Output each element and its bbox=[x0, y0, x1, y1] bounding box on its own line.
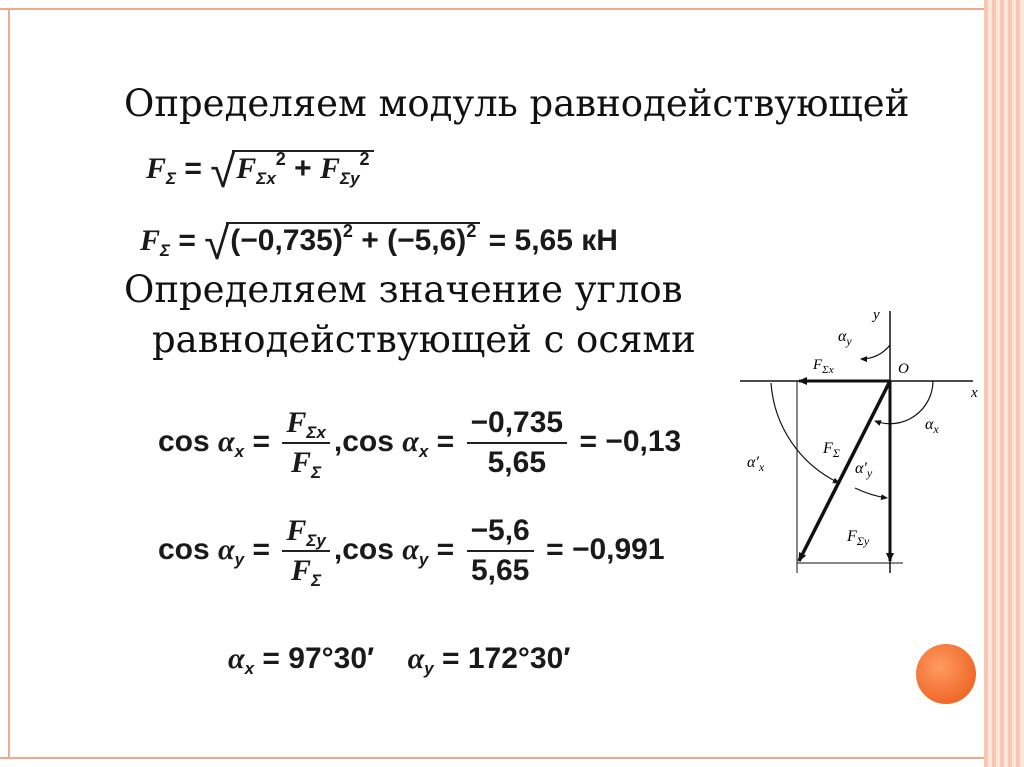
label-fsy: $F_{\Sigma y}$ bbox=[847, 528, 870, 548]
label-alpha-y-prime: $\alpha'_y$ bbox=[855, 460, 873, 480]
frame-left-line bbox=[8, 8, 10, 758]
formula-resultant-numeric: $F_\Sigma$ = √ $(-0,735)^2 + (-5,6)^2 = 5,65$ кН bbox=[140, 217, 618, 269]
arc-alpha-y bbox=[861, 345, 890, 359]
label-x-axis: x bbox=[971, 385, 978, 401]
force-resultant-vector bbox=[799, 381, 890, 561]
label-alpha-x: $\alpha_x$ bbox=[925, 416, 939, 436]
label-fsx: $F_{\Sigma x}$ bbox=[813, 357, 834, 376]
formula-resultant-general: $F_\Sigma$ = √ $F_{\Sigma x}^2 + F_{\Sigma y}^2$ bbox=[146, 150, 374, 186]
arc-alpha-x-prime bbox=[771, 383, 839, 483]
orange-circle-decoration bbox=[916, 644, 976, 704]
label-y-axis: y bbox=[873, 307, 880, 323]
formula-angle-values: $\alpha_x = 97^\circ 30'$ $\alpha_y = 172^\circ 30'$ bbox=[228, 642, 571, 678]
heading-angles-line2: равнодействующей с осями bbox=[152, 318, 696, 361]
force-diagram bbox=[735, 293, 995, 588]
formula-cos-alpha-x: $\cos \alpha_x$ = $\frac{F_{\Sigma x}}{F_\Sigma}$ ,cos $\alpha_x$ = $\frac{-0,735}{5,65}$ = −0,13 bbox=[158, 406, 682, 482]
heading-resultant-modulus: Определяем модуль равнодействующей bbox=[124, 82, 910, 125]
label-alpha-x-prime: $\alpha'_x$ bbox=[747, 454, 765, 474]
heading-angles-line1: Определяем значение углов bbox=[124, 268, 683, 311]
label-alpha-y: $\alpha_y$ bbox=[838, 328, 852, 348]
frame-top-line bbox=[0, 8, 984, 10]
label-origin: O bbox=[898, 361, 909, 377]
frame-bottom-line bbox=[0, 757, 984, 759]
label-fs: $F_\Sigma$ bbox=[823, 440, 840, 460]
formula-cos-alpha-y: $\cos \alpha_y$ = $\frac{F_{\Sigma y}}{F_\Sigma}$ ,cos $\alpha_y$ = $\frac{-5,6}{5,65}$ = −0,991 bbox=[158, 514, 665, 590]
arc-alpha-y-prime bbox=[855, 488, 887, 498]
